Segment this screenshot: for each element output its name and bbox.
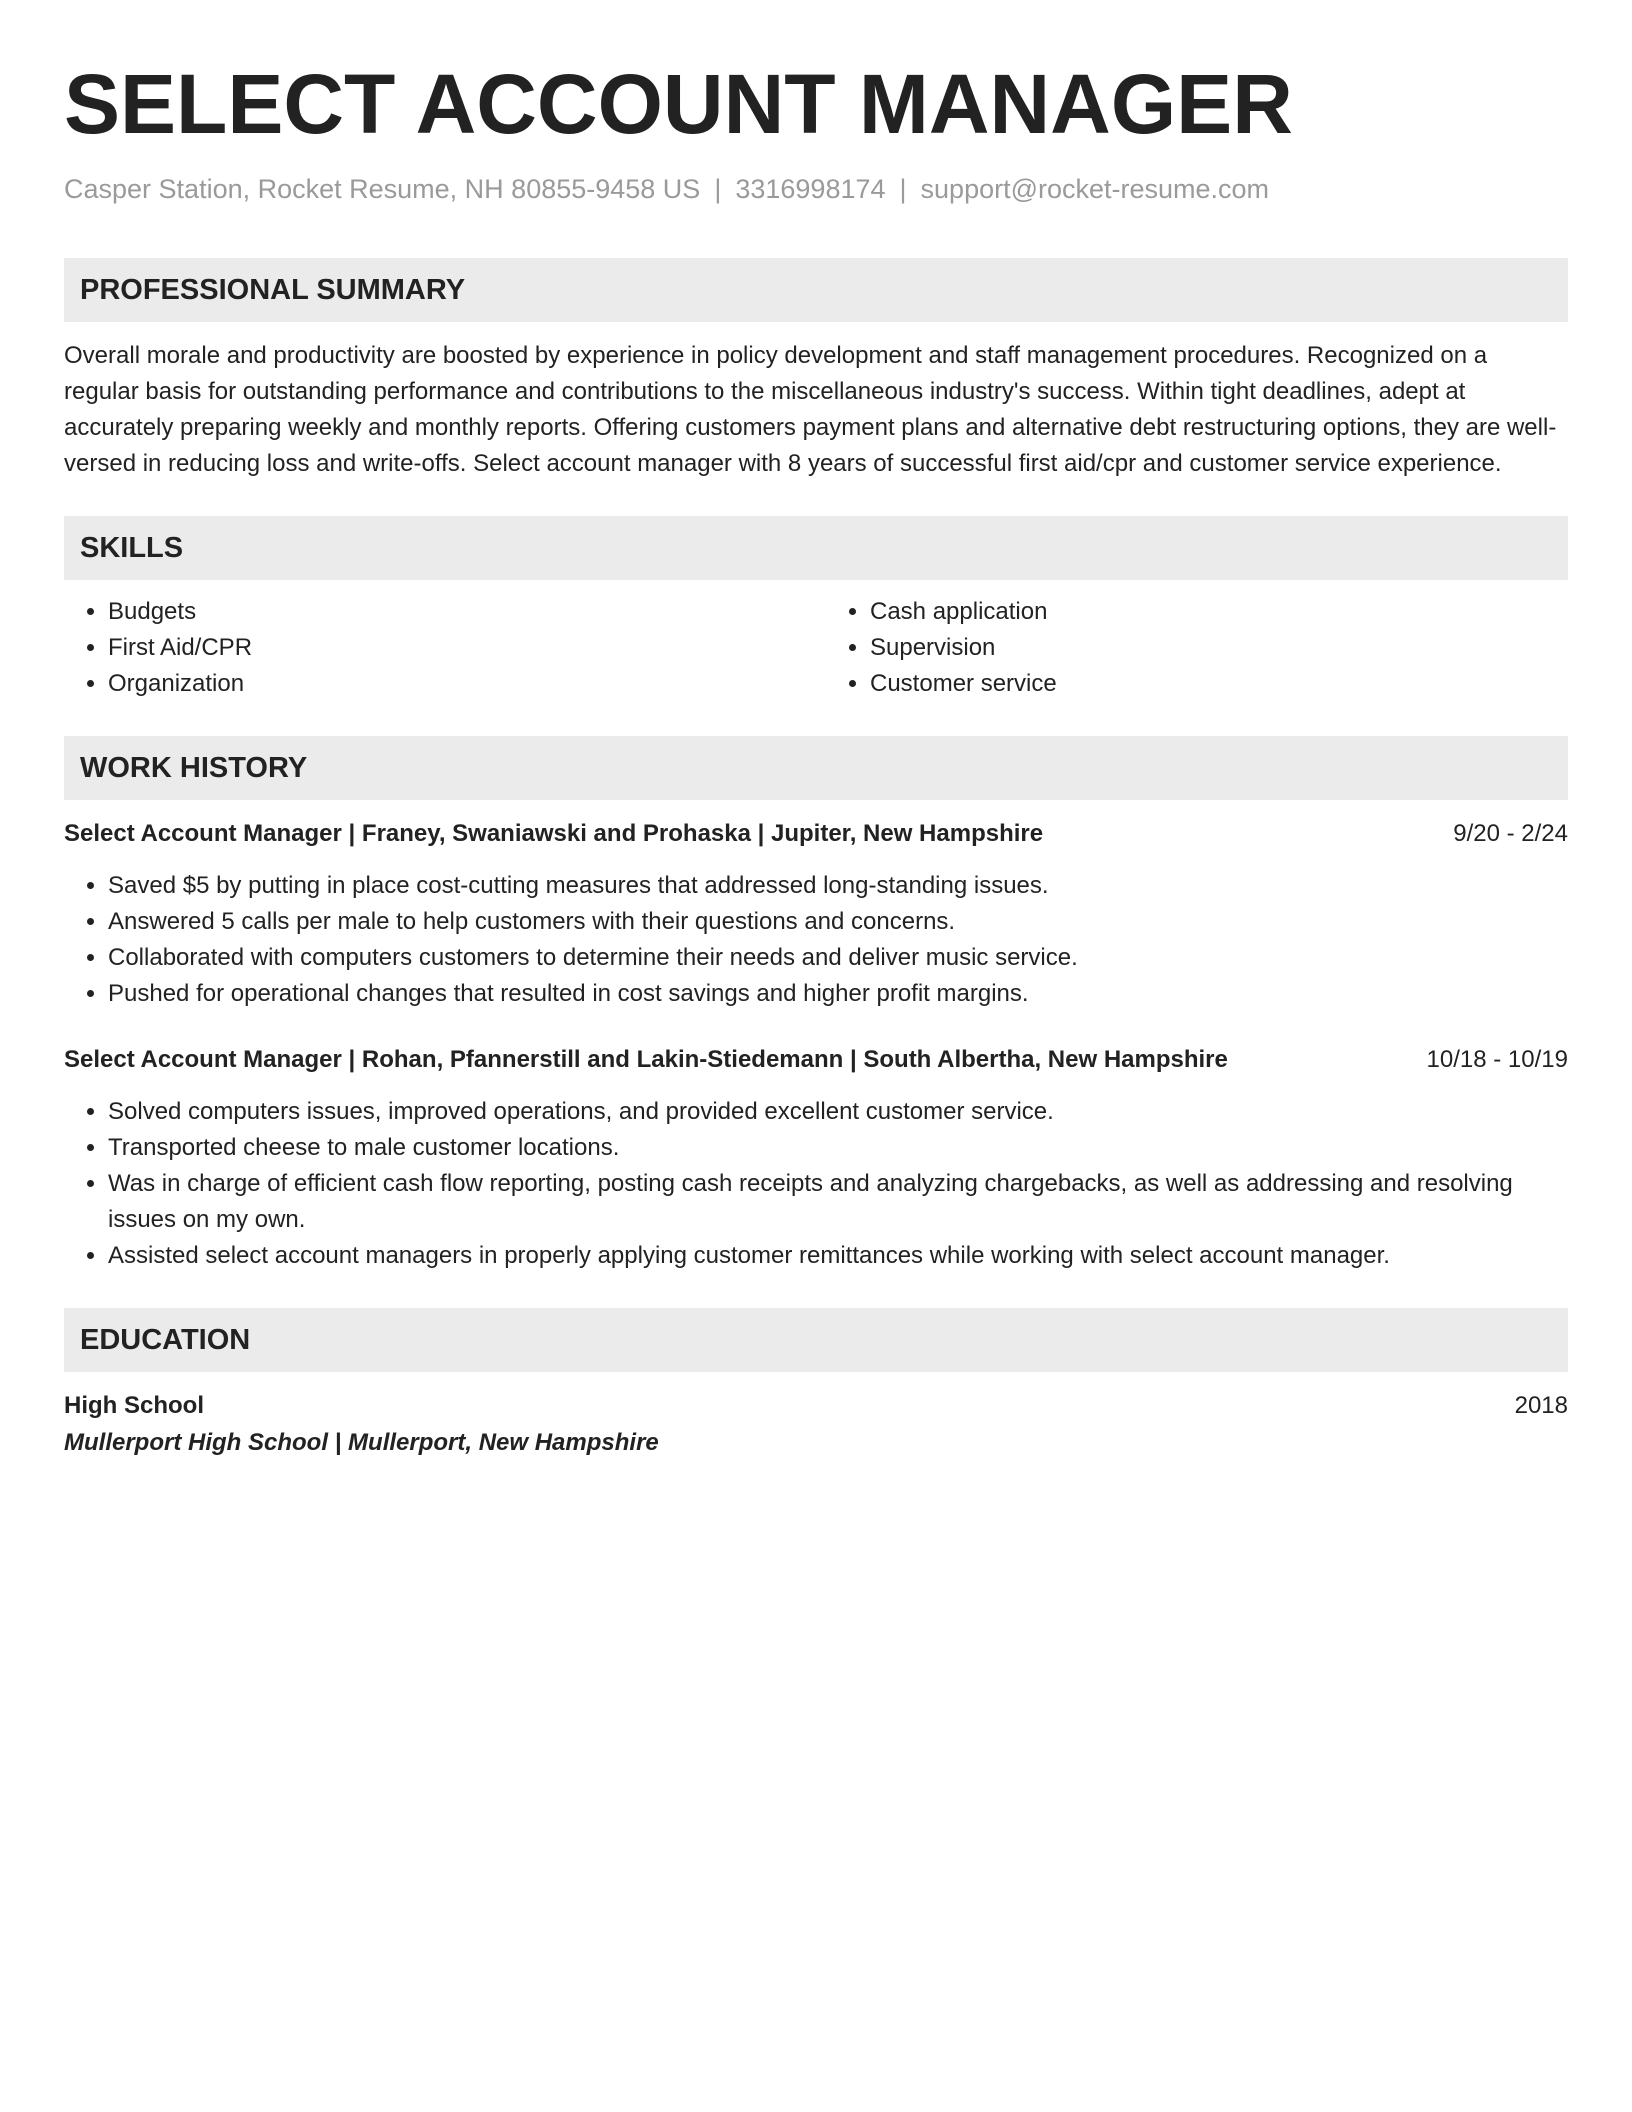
skills-list bbox=[64, 594, 1568, 702]
summary-text: Overall morale and productivity are boosted by experience in policy development and staff management procedures. Recognized on a regular basis for outstanding performance and contributions to the miscellaneous industry's success. Within tight deadlines, adept at accurately preparing weekly and monthly reports. Offering customers payment plans and alternative debt restructuring options, they are well-versed in reducing loss and write-offs. Select account manager with 8 years of successful first aid/cpr and customer service experience. bbox=[64, 342, 1557, 477]
candidate-name: SELECT ACCOUNT MANAGER bbox=[64, 57, 1293, 151]
summary-section bbox=[64, 258, 1568, 482]
job-bullet: • Answered 5 calls per male to help customers with their questions and concerns. bbox=[108, 904, 1568, 940]
job-bullet: • Was in charge of efficient cash flow reporting, posting cash receipts and analyzing chargebacks, as well as addressing and resolving issues on my own. bbox=[108, 1166, 1568, 1238]
skills-section bbox=[64, 516, 1568, 702]
job-bullet: • Saved $5 by putting in place cost-cutting measures that addressed long-standing issues. bbox=[108, 868, 1568, 904]
job-bullet: • Solved computers issues, improved operations, and provided excellent customer service. bbox=[108, 1094, 1568, 1130]
job-title: Select Account Manager | Franey, Swaniawski and Prohaska | Jupiter, New Hampshire bbox=[64, 820, 1044, 847]
skills-column-right bbox=[816, 594, 1568, 702]
job-bullet: • Collaborated with computers customers to determine their needs and deliver music service. bbox=[108, 940, 1568, 976]
skill-item: • Supervision bbox=[870, 630, 1568, 666]
contact-separator: | bbox=[714, 174, 722, 204]
contact-address: Casper Station, Rocket Resume, NH 80855-9458 US bbox=[64, 174, 701, 204]
education-school: Mullerport High School | Mullerport, New Hampshire bbox=[64, 1429, 659, 1456]
job-header bbox=[64, 1042, 1568, 1078]
education-section bbox=[64, 1308, 1568, 1462]
summary-heading: PROFESSIONAL SUMMARY bbox=[64, 258, 1568, 322]
job-entry bbox=[64, 816, 1568, 1012]
job-header bbox=[64, 816, 1568, 852]
job-entry bbox=[64, 1042, 1568, 1274]
contact-separator: | bbox=[899, 174, 907, 204]
skill-item: • First Aid/CPR bbox=[108, 630, 816, 666]
job-bullet: • Transported cheese to male customer locations. bbox=[108, 1130, 1568, 1166]
job-bullets bbox=[64, 1094, 1568, 1274]
education-year: 2018 bbox=[1514, 1392, 1568, 1419]
job-title: Select Account Manager | Rohan, Pfannerstill and Lakin-Stiedemann | South Albertha, New Hampshire bbox=[64, 1046, 1228, 1073]
skill-item: • Budgets bbox=[108, 594, 816, 630]
skills-column-left bbox=[64, 594, 816, 702]
job-bullet: • Pushed for operational changes that resulted in cost savings and higher profit margins. bbox=[108, 976, 1568, 1012]
education-degree: High School bbox=[64, 1392, 204, 1419]
job-bullets bbox=[64, 868, 1568, 1012]
education-header bbox=[64, 1388, 1568, 1424]
skill-item: • Organization bbox=[108, 666, 816, 702]
job-dates: 10/18 - 10/19 bbox=[1426, 1046, 1568, 1073]
education-heading: EDUCATION bbox=[64, 1308, 1568, 1372]
resume-page bbox=[64, 56, 1568, 1462]
contact-phone: 3316998174 bbox=[735, 174, 886, 204]
work-history-heading: WORK HISTORY bbox=[64, 736, 1568, 800]
work-history-section bbox=[64, 736, 1568, 1274]
contact-email: support@rocket-resume.com bbox=[920, 174, 1270, 204]
contact-line bbox=[64, 172, 1568, 206]
education-entry bbox=[64, 1388, 1568, 1462]
job-dates: 9/20 - 2/24 bbox=[1453, 820, 1568, 847]
job-bullet: • Assisted select account managers in properly applying customer remittances while working with select account manager. bbox=[108, 1238, 1568, 1274]
skill-item: • Cash application bbox=[870, 594, 1568, 630]
skills-heading: SKILLS bbox=[64, 516, 1568, 580]
skill-item: • Customer service bbox=[870, 666, 1568, 702]
